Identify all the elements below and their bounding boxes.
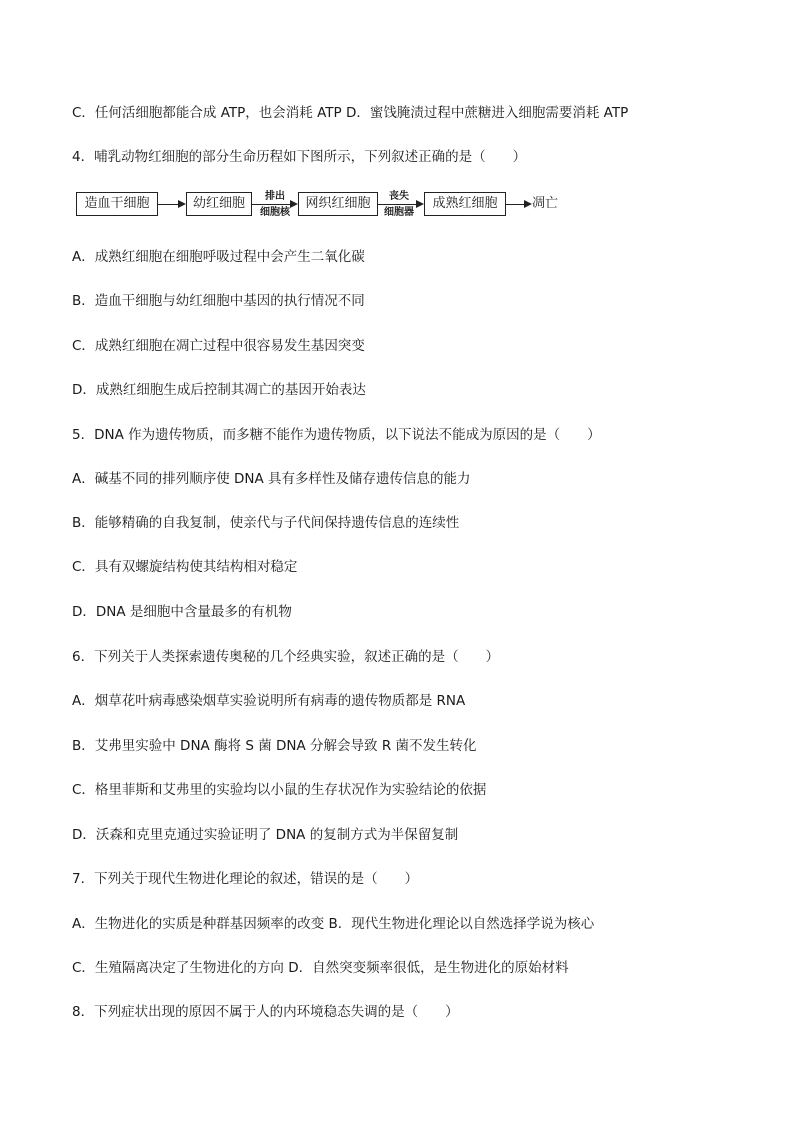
q6-option-a: A．烟草花叶病毒感染烟草实验说明所有病毒的遗传物质都是 RNA: [72, 693, 466, 709]
q5-option-d: D．DNA 是细胞中含量最多的有机物: [72, 604, 292, 620]
q6-option-d: D．沃森和克里克通过实验证明了 DNA 的复制方式为半保留复制: [72, 827, 459, 843]
q4-option-c: C．成熟红细胞在凋亡过程中很容易发生基因突变: [72, 338, 365, 354]
q4-option-b: B．造血干细胞与幼红细胞中基因的执行情况不同: [72, 293, 365, 309]
q4-option-d: D．成熟红细胞生成后控制其凋亡的基因开始表达: [72, 382, 366, 398]
q7-options-ab: A．生物进化的实质是种群基因频率的改变 B．现代生物进化理论以自然选择学说为核心: [72, 916, 595, 932]
q5-option-b: B．能够精确的自我复制，使亲代与子代间保持遗传信息的连续性: [72, 515, 460, 531]
q5-option-a: A．碱基不同的排列顺序使 DNA 具有多样性及储存遗传信息的能力: [72, 471, 471, 487]
q8-stem: 8．下列症状出现的原因不属于人的内环境稳态失调的是（ ）: [72, 1004, 459, 1020]
q7-stem: 7．下列关于现代生物进化理论的叙述，错误的是（ ）: [72, 871, 419, 887]
q6-option-b: B．艾弗里实验中 DNA 酶将 S 菌 DNA 分解会导致 R 菌不发生转化: [72, 738, 477, 754]
arrow-1-head: [178, 200, 186, 208]
q6-option-c: C．格里菲斯和艾弗里的实验均以小鼠的生存状况作为实验结论的依据: [72, 782, 487, 798]
stage-erythroblast: 幼红细胞: [186, 192, 252, 216]
q3-options-cd: C．任何活细胞都能合成 ATP，也会消耗 ATP D．蜜饯腌渍过程中蔗糖进入细胞需要消耗 ATP: [72, 105, 629, 121]
q5-stem: 5．DNA 作为遗传物质，而多糖不能作为遗传物质，以下说法不能成为原因的是（ ）: [72, 427, 601, 443]
q7-options-cd: C．生殖隔离决定了生物进化的方向 D．自然突变频率很低，是生物进化的原始材料: [72, 960, 569, 976]
arrow-4-head: [524, 200, 532, 208]
q5-option-c: C．具有双螺旋结构使其结构相对稳定: [72, 559, 298, 575]
step2-label-bottom: 细胞器: [384, 207, 414, 218]
step2-label-top: 丧失: [389, 191, 409, 202]
step1-label-top: 排出: [265, 191, 285, 202]
arrow-1: [158, 204, 178, 205]
arrow-2: [252, 204, 292, 205]
q6-stem: 6．下列关于人类探索遗传奥秘的几个经典实验，叙述正确的是（ ）: [72, 649, 500, 665]
stage-hematopoietic-stem-cell: 造血干细胞: [76, 192, 158, 216]
q4-option-a: A．成熟红细胞在细胞呼吸过程中会产生二氧化碳: [72, 249, 365, 265]
arrow-3: [378, 204, 416, 205]
step1-label-bottom: 细胞核: [260, 207, 290, 218]
q4-stem: 4．哺乳动物红细胞的部分生命历程如下图所示，下列叙述正确的是（ ）: [72, 149, 527, 165]
arrow-4: [506, 204, 524, 205]
stage-apoptosis: 凋亡: [532, 196, 559, 211]
stage-reticulocyte: 网织红细胞: [298, 192, 378, 216]
red-cell-lifecycle-diagram: [0, 0, 794, 240]
stage-mature-red-cell: 成熟红细胞: [424, 192, 506, 216]
